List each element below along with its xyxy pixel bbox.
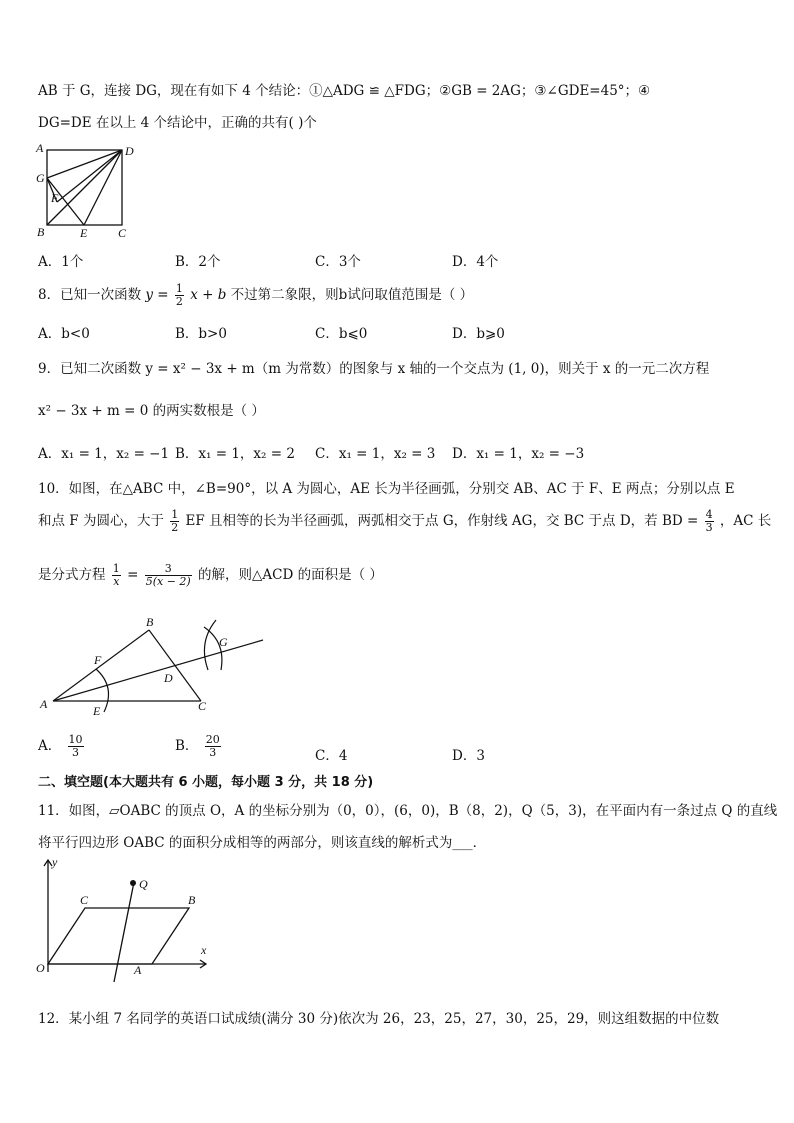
label-e: E: [93, 704, 101, 718]
label-a: A: [36, 141, 44, 155]
q10-option-a-num: 10: [68, 733, 83, 746]
q10-option-a-den: 3: [72, 746, 80, 759]
label-d: D: [125, 144, 134, 158]
q10-line3-a: 是分式方程: [38, 567, 106, 583]
q9-option-b[interactable]: B．x₁ = 1，x₂ = 2: [175, 446, 295, 462]
bisecting-line: [114, 882, 134, 982]
label-g: G: [36, 171, 45, 185]
q7-option-c[interactable]: C．3个: [315, 254, 361, 270]
label-o: O: [36, 961, 45, 975]
q10-option-a[interactable]: [38, 732, 86, 760]
parallelogram-oabc: [48, 908, 189, 964]
label-b: B: [37, 225, 45, 239]
q8-stem: [38, 282, 473, 308]
label-f: F: [51, 191, 59, 205]
q7-option-d[interactable]: D．4个: [452, 254, 499, 270]
q10-option-a-frac: [68, 734, 84, 759]
q10-equals: =: [127, 567, 139, 583]
q7-option-a[interactable]: A．1个: [38, 254, 84, 270]
q7-square-figure: [34, 140, 144, 240]
q9-option-a[interactable]: A．x₁ = 1，x₂ = −1: [38, 446, 170, 462]
q10-frac-half-num: 1: [171, 508, 179, 521]
q8-func-rhs: x + b: [190, 287, 227, 303]
q10-option-b-den: 3: [209, 746, 217, 759]
segment-bd: [47, 150, 122, 225]
q10-frac-half-den: 2: [171, 521, 179, 534]
q10-frac-rhs-num: 3: [145, 563, 192, 576]
q8-option-a[interactable]: A．b<0: [38, 326, 90, 342]
q8-frac-num: 1: [175, 282, 183, 295]
q11-text-line2: 将平行四边形 OABC 的面积分成相等的两部分，则该直线的解析式为___．: [38, 835, 487, 851]
label-b: B: [146, 615, 154, 629]
arc-g-2: [204, 620, 216, 670]
label-d: D: [164, 671, 173, 685]
q9-option-c[interactable]: C．x₁ = 1，x₂ = 3: [315, 446, 436, 462]
section-heading-fill-in: 二、填空题(本大题共有 6 小题，每小题 3 分，共 18 分): [38, 775, 374, 790]
q10-option-b[interactable]: [175, 732, 223, 760]
label-c: C: [198, 699, 207, 713]
q10-option-a-label: A．: [38, 738, 62, 754]
q10-text-line2: [38, 506, 771, 536]
label-q: Q: [139, 877, 148, 891]
q10-frac-rhs-den: 5(x − 2): [145, 575, 191, 588]
q8-option-c[interactable]: C．b⩽0: [315, 326, 368, 342]
q10-text-line3: [38, 560, 383, 590]
q8-frac-den: 2: [175, 295, 183, 308]
point-q: [130, 880, 136, 886]
q10-frac-lhs-num: 1: [112, 562, 120, 575]
q8-option-b[interactable]: B．b>0: [175, 326, 227, 342]
q7-option-b[interactable]: B．2个: [175, 254, 221, 270]
q10-frac-bd: [705, 509, 714, 534]
q10-text-line1: 10．如图，在△ABC 中，∠B=90°，以 A 为圆心，AE 长为半径画弧，分别交 AB、AC 于 F、E 两点；分别以点 E: [38, 481, 735, 497]
q10-option-c[interactable]: C．4: [315, 748, 348, 764]
q7-text-line1: AB 于 G，连接 DG，现在有如下 4 个结论：①△ADG ≌ △FDG；②GB = 2AG；③∠GDE=45°；④: [38, 83, 651, 99]
q10-triangle-figure: [36, 612, 276, 722]
label-g: G: [219, 635, 228, 649]
q8-fraction: [175, 283, 184, 308]
q10-option-b-num: 20: [205, 733, 220, 746]
q10-line2-a: 和点 F 为圆心，大于: [38, 513, 164, 529]
q8-suffix: 不过第二象限，则b试问取值范围是（ ）: [230, 287, 474, 303]
q11-coordinate-figure: [34, 854, 224, 984]
q12-text-line1: 12．某小组 7 名同学的英语口试成绩(满分 30 分)依次为 26，23，25，27，30，25，29，则这组数据的中位数: [38, 1011, 720, 1027]
q9-option-d[interactable]: D．x₁ = 1，x₂ = −3: [452, 446, 585, 462]
segment-gd: [47, 150, 122, 178]
ray-ag: [53, 640, 263, 701]
q10-frac-bd-num: 4: [705, 508, 713, 521]
label-a: A: [40, 697, 48, 711]
q10-line2-c: ，AC 长: [719, 513, 772, 529]
segment-fd: [57, 150, 122, 202]
label-c: C: [118, 226, 127, 240]
q8-option-d[interactable]: D．b⩾0: [452, 326, 505, 342]
q10-frac-rhs: [145, 563, 192, 588]
q10-option-b-label: B．: [175, 738, 199, 754]
label-c: C: [80, 893, 89, 907]
q10-option-b-frac: [205, 734, 221, 759]
q10-line3-b: 的解，则△ACD 的面积是（ ）: [198, 567, 383, 583]
q7-text-line2: DG=DE 在以上 4 个结论中，正确的共有( )个: [38, 115, 317, 131]
q10-option-d[interactable]: D．3: [452, 748, 485, 764]
q10-frac-bd-den: 3: [705, 521, 713, 534]
label-b: B: [188, 893, 196, 907]
segment-ed: [84, 150, 122, 225]
q10-frac-lhs-den: x: [113, 575, 120, 588]
q8-func-lhs: y =: [145, 287, 169, 303]
label-x: x: [201, 943, 207, 957]
label-a: A: [134, 963, 142, 977]
q11-text-line1: 11．如图，▱OABC 的顶点 O，A 的坐标分别为（0，0），(6，0)，B（8，2)，Q（5，3)，在平面内有一条过点 Q 的直线: [38, 803, 778, 819]
q9-text-line1: 9．已知二次函数 y = x² − 3x + m（m 为常数）的图象与 x 轴的一个交点为 (1, 0)，则关于 x 的一元二次方程: [38, 361, 710, 377]
q10-line2-b: EF 且相等的长为半径画弧，两弧相交于点 G，作射线 AG，交 BC 于点 D，若 BD =: [185, 513, 699, 529]
q9-text-line2: x² − 3x + m = 0 的两实数根是（ ）: [38, 403, 265, 419]
label-y: y: [52, 855, 58, 869]
label-e: E: [80, 226, 88, 240]
q10-frac-half: [170, 509, 179, 534]
label-f: F: [94, 653, 102, 667]
q8-prefix: 8．已知一次函数: [38, 287, 142, 303]
q10-frac-lhs: [112, 563, 121, 588]
